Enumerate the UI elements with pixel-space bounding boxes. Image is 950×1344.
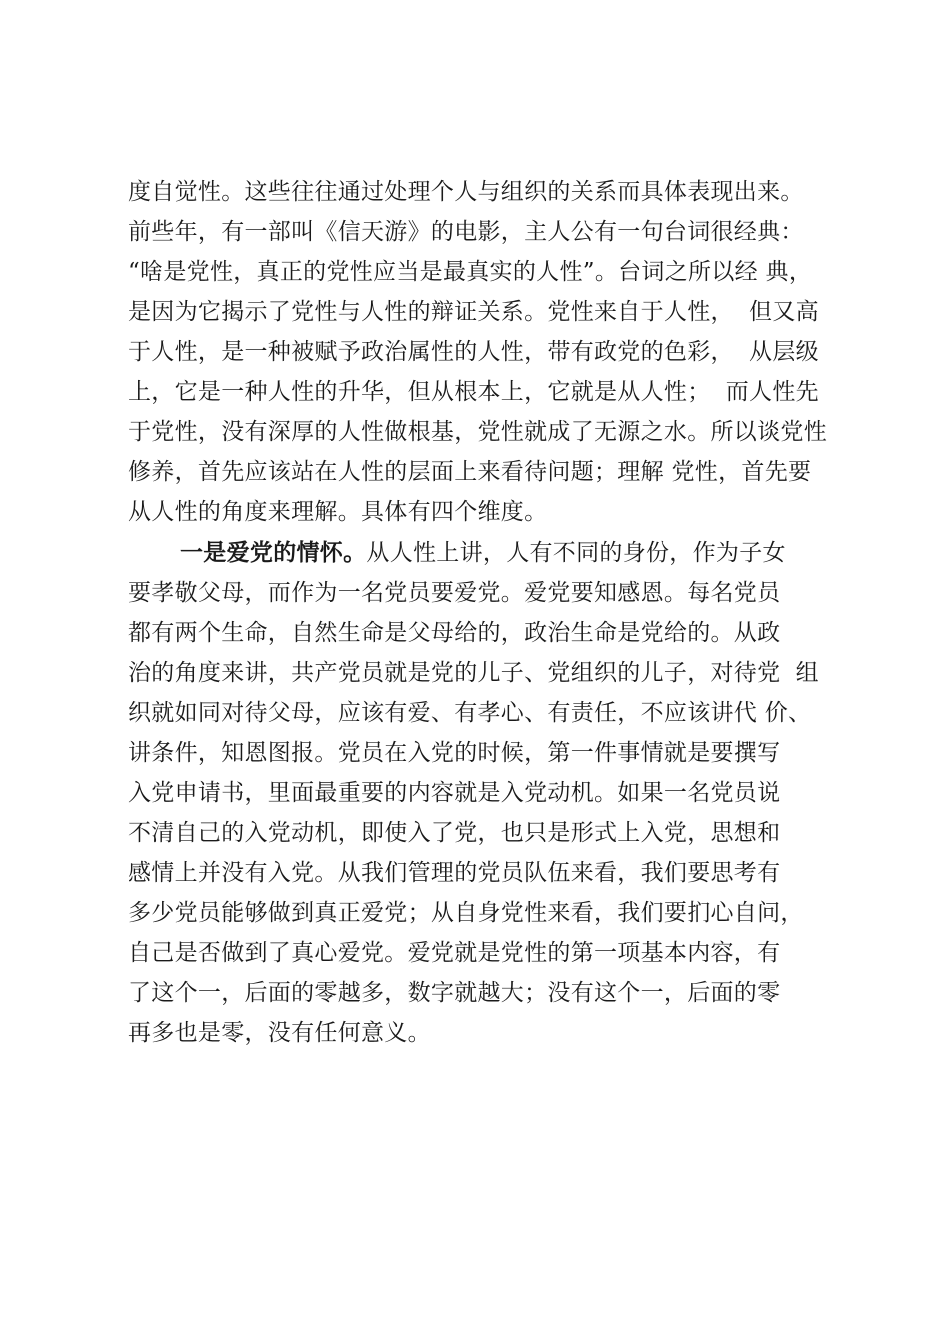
paragraph-line: 前些年，有一部叫《信天游》的电影，主人公有一句台词很经典： — [128, 219, 804, 245]
paragraph-1 — [128, 172, 848, 532]
paragraph-line: 多少党员能够做到真正爱党；从自身党性来看，我们要扪心自问， — [128, 900, 804, 926]
paragraph-2 — [128, 533, 848, 1053]
paragraph-line: 度自觉性。这些往往通过处理个人与组织的关系而具体表现出来。 — [128, 179, 804, 205]
paragraph-line: 再多也是零，没有任何意义。 — [128, 1020, 431, 1046]
paragraph-line: 入党申请书，里面最重要的内容就是入党动机。如果一名党员说 — [128, 780, 781, 806]
paragraph-line: 于党性，没有深厚的人性做根基，党性就成了无源之水。所以谈党性 — [128, 419, 827, 445]
paragraph-line: 于人性，是一种被赋予政治属性的人性，带有政党的色彩， 从层级 — [128, 339, 819, 365]
paragraph-line: 不清自己的入党动机，即使入了党，也只是形式上入党，思想和 — [128, 820, 781, 846]
section-heading: 一是爱党的情怀。 — [180, 540, 367, 566]
paragraph-line: “啥是党性，真正的党性应当是最真实的人性”。台词之所以经 典， — [128, 259, 813, 285]
paragraph-line: 讲条件，知恩图报。党员在入党的时候，第一件事情就是要撰写 — [128, 740, 781, 766]
paragraph-first-line — [128, 533, 848, 573]
paragraph-line: 修养，首先应该站在人性的层面上来看待问题；理解 党性，首先要 — [128, 459, 812, 485]
paragraph-line: 感情上并没有入党。从我们管理的党员队伍来看，我们要思考有 — [128, 860, 781, 886]
paragraph-line: 了这个一，后面的零越多，数字就越大；没有这个一，后面的零 — [128, 980, 781, 1006]
paragraph-line: 是因为它揭示了党性与人性的辩证关系。党性来自于人性， 但又高 — [128, 299, 819, 325]
paragraph-line: 治的角度来讲，共产党员就是党的儿子、党组织的儿子，对待党 组 — [128, 660, 819, 686]
paragraph-line: 从人性的角度来理解。具体有四个维度。 — [128, 499, 548, 525]
paragraph-line: 要孝敬父母，而作为一名党员要爱党。爱党要知感恩。每名党员 — [128, 580, 781, 606]
paragraph-line: 自己是否做到了真心爱党。爱党就是党性的第一项基本内容，有 — [128, 940, 781, 966]
paragraph-line: 都有两个生命，自然生命是父母给的，政治生命是党给的。从政 — [128, 620, 781, 646]
paragraph-line: 织就如同对待父母，应该有爱、有孝心、有责任，不应该讲代 价、 — [128, 700, 812, 726]
paragraph-line: 上，它是一种人性的升华，但从根本上，它就是从人性； 而人性先 — [128, 379, 819, 405]
paragraph-line-rest: 从人性上讲，人有不同的身份，作为子女 — [366, 540, 786, 566]
